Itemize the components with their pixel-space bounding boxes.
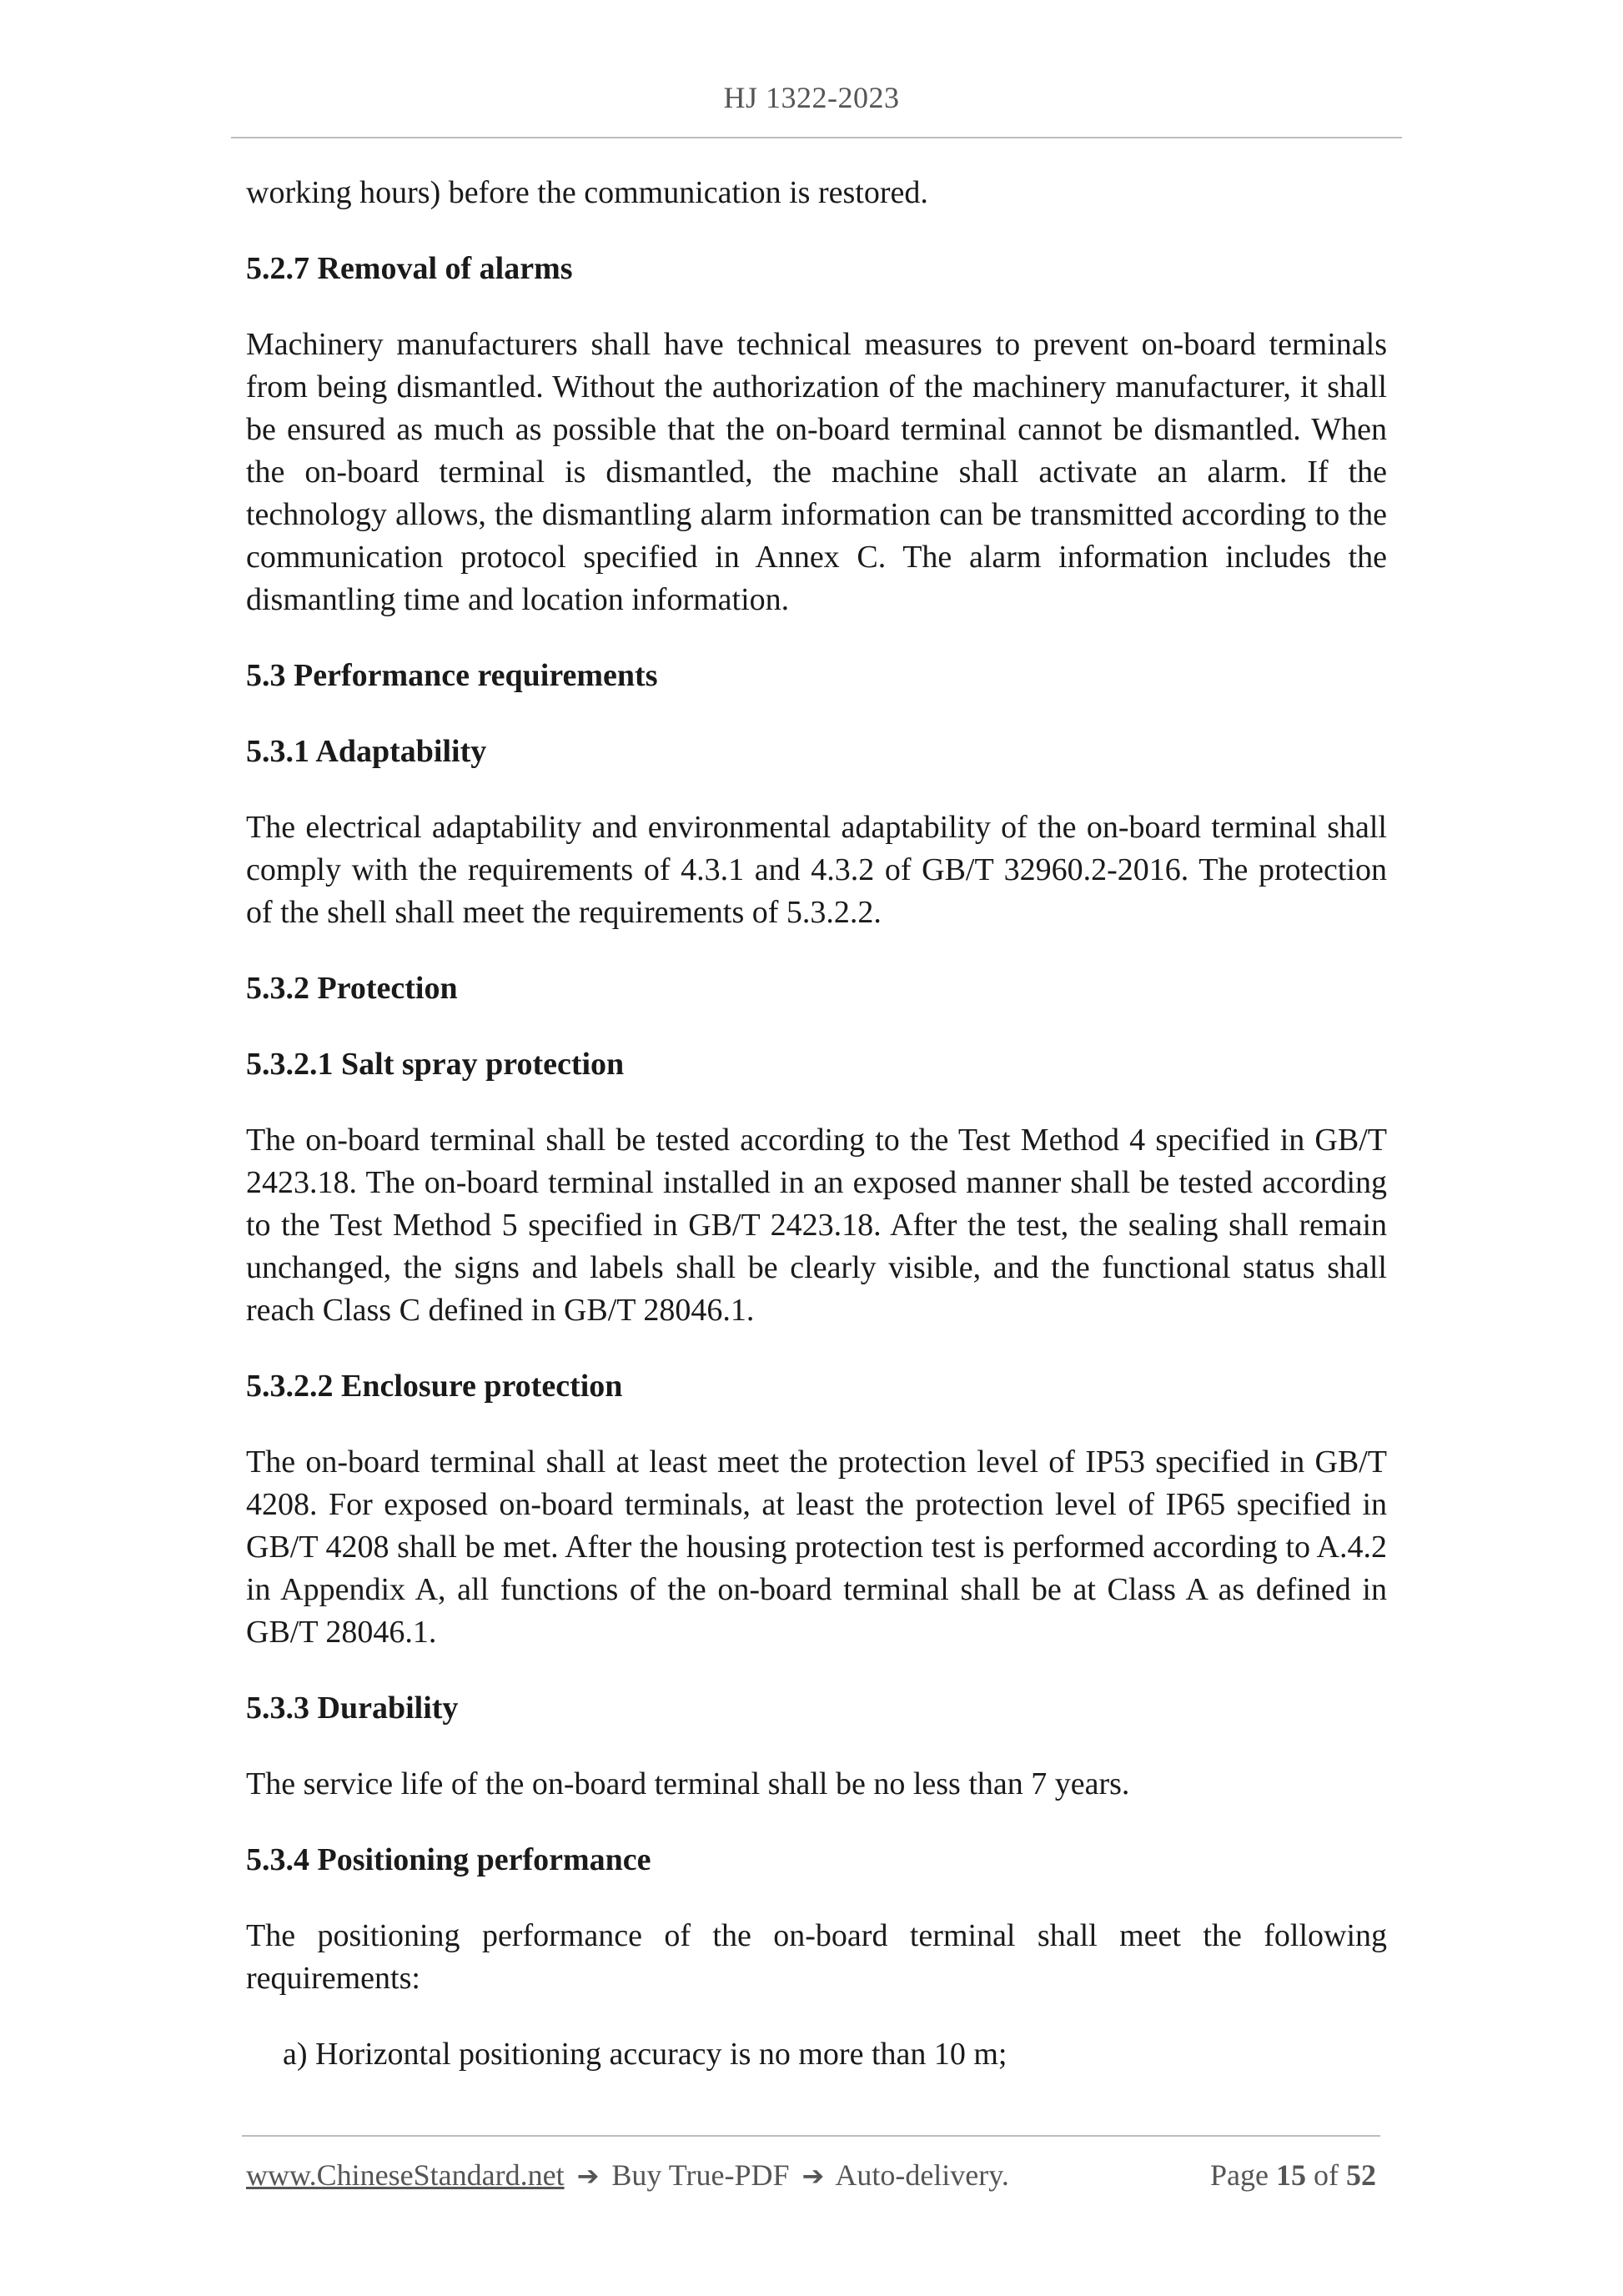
list-item-a: a) Horizontal positioning accuracy is no more than 10 m;: [283, 2037, 1007, 2072]
site-link[interactable]: www.ChineseStandard.net: [246, 2158, 565, 2192]
right-arrow-icon: ➔: [576, 2160, 600, 2192]
right-arrow-icon: ➔: [801, 2160, 825, 2192]
heading-5-2-7: 5.2.7 Removal of alarms: [246, 251, 573, 286]
buy-text: Buy True-PDF: [611, 2158, 790, 2192]
heading-5-3: 5.3 Performance requirements: [246, 658, 658, 693]
heading-5-3-4: 5.3.4 Positioning performance: [246, 1842, 651, 1877]
paragraph-5-3-4: The positioning performance of the on-board terminal shall meet the following requirements:: [246, 1918, 1387, 1996]
page-current: 15: [1276, 2158, 1306, 2192]
heading-5-3-2-2: 5.3.2.2 Enclosure protection: [246, 1369, 623, 1404]
paragraph-continuation: working hours) before the communication is restored.: [246, 175, 928, 210]
footer-promo: [246, 2155, 1009, 2196]
delivery-text: Auto-delivery.: [835, 2158, 1009, 2192]
paragraph-5-3-1: The electrical adaptability and environmental adaptability of the on-board terminal shall comply with the requirements of 4.3.1 and 4.3.2 of GB/T 32960.2-2016. The protection of the shell shall meet the requirements of 5.3.2.2.: [246, 810, 1387, 930]
paragraph-5-2-7: Machinery manufacturers shall have technical measures to prevent on-board terminals from being dismantled. Without the authorization of the machinery manufacturer, it shall be ensured as much as possible that the on-board terminal cannot be dismantled. When the on-board terminal is dismantled, the machine shall activate an alarm. If the technology allows, the dismantling alarm information can be transmitted according to the communication protocol specified in Annex C. The alarm information includes the dismantling time and location information.: [246, 327, 1387, 617]
heading-5-3-1: 5.3.1 Adaptability: [246, 734, 487, 769]
footer-divider: [242, 2135, 1380, 2137]
page-label: Page: [1210, 2158, 1269, 2192]
heading-5-3-2: 5.3.2 Protection: [246, 971, 458, 1006]
document-code-header: HJ 1322-2023: [723, 81, 900, 114]
paragraph-5-3-3: The service life of the on-board terminal shall be no less than 7 years.: [246, 1766, 1130, 1801]
header-divider: [231, 137, 1402, 138]
page-number: [1210, 2155, 1376, 2195]
heading-5-3-2-1: 5.3.2.1 Salt spray protection: [246, 1047, 625, 1082]
page-total: 52: [1346, 2158, 1376, 2192]
paragraph-5-3-2-2: The on-board terminal shall at least meet the protection level of IP53 specified in GB/T 4208. For exposed on-board terminals, at least the protection level of IP65 specified in GB/T 4208 shall be met. After the housing protection test is performed according to A.4.2 in Appendix A, all functions of the on-board terminal shall be at Class A as defined in GB/T 28046.1.: [246, 1444, 1387, 1650]
page-of: of: [1314, 2158, 1339, 2192]
heading-5-3-3: 5.3.3 Durability: [246, 1691, 459, 1726]
paragraph-5-3-2-1: The on-board terminal shall be tested according to the Test Method 4 specified in GB/T 2423.18. The on-board terminal installed in an exposed manner shall be tested according to the Test Method 5 specified in GB/T 2423.18. After the test, the sealing shall remain unchanged, the signs and labels shall be clearly visible, and the functional status shall reach Class C defined in GB/T 28046.1.: [246, 1123, 1387, 1328]
page-body: [246, 172, 1387, 2109]
